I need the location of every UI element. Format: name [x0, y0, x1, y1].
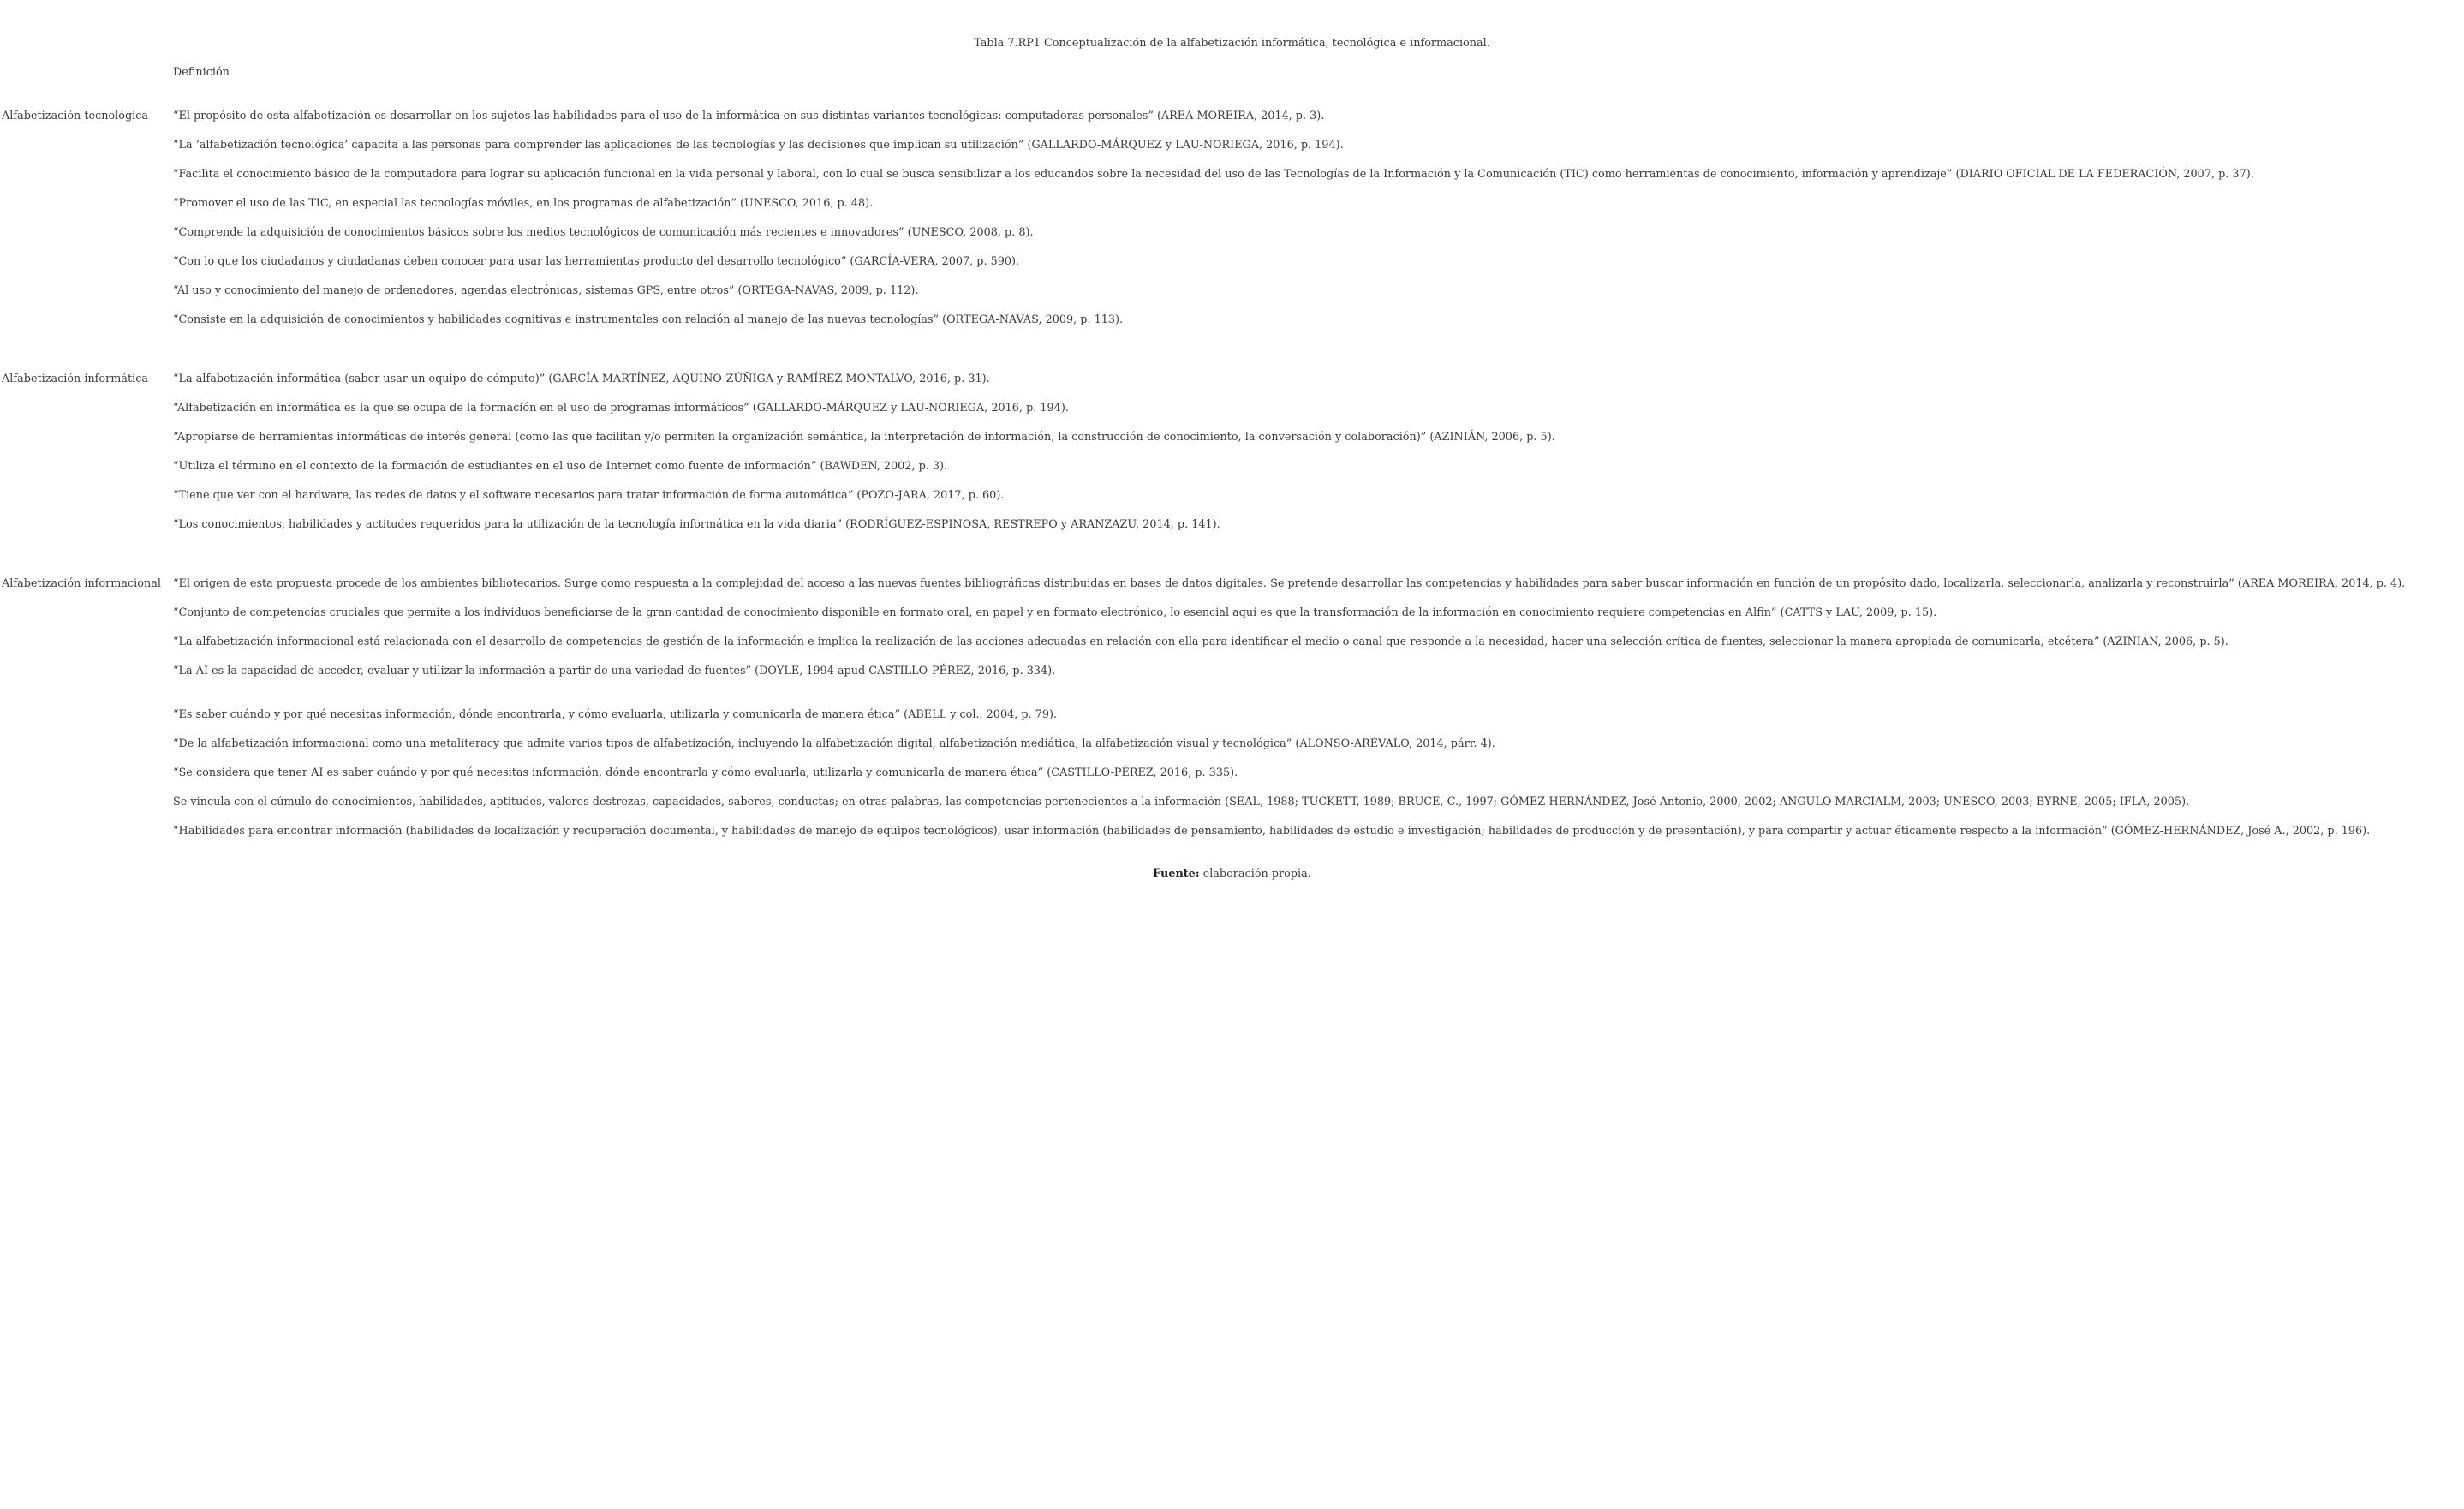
row-label-alfabetizacion-informatica: Alfabetización informática — [2, 373, 149, 385]
definition-item: “Se considera que tener AI es saber cuándo y por qué necesitas información, dónde encontrarla y cómo evaluarla, utilizarla y comunicarla de manera ética” (CASTILLO-PÉREZ, 2016, p. 335). — [173, 766, 1238, 779]
definition-item: “Los conocimientos, habilidades y actitudes requeridos para la utilización de la tecnología informática en la vida diaria” (RODRÍGUEZ-ESPINOSA, RESTREPO y ARANZAZU, 2014, p. 141). — [173, 518, 1220, 531]
definition-item: Se vincula con el cúmulo de conocimientos, habilidades, aptitudes, valores destrezas, capacidades, saberes, conductas; en otras palabras, las competencias pertenecientes a la información (SEAL, 1988; TUCKETT, 1989; BRUCE, C., 1997; GÓMEZ-HERNÁNDEZ, José Antonio, 2000, 2002; ANGULO MARCIALM, 2003; UNESCO, 2003; BYRNE, 2005; IFLA, 2005). — [173, 796, 2190, 808]
definition-item: “Es saber cuándo y por qué necesitas información, dónde encontrarla, y cómo evaluarla, utilizarla y comunicarla de manera ética” (ABELL y col., 2004, p. 79). — [173, 708, 1058, 721]
definition-item: “La alfabetización informacional está relacionada con el desarrollo de competencias de gestión de la información e implica la realización de las acciones adecuadas en relación con ella para identificar el medio o canal que responde a la necesidad, hacer una selección crítica de fuentes, seleccionar la manera apropiada de comunicarla, etcétera” (AZINIÁN, 2006, p. 5). — [173, 635, 2228, 648]
definition-item: “De la alfabetización informacional como una metaliteracy que admite varios tipos de alfabetización, incluyendo la alfabetización digital, alfabetización mediática, la alfabetización visual y tecnológica” (ALONSO-ARÉVALO, 2014, párr. 4). — [173, 737, 1495, 750]
definition-item: “La ‘alfabetización tecnológica’ capacita a las personas para comprender las aplicaciones de las tecnologías y las decisiones que implican su utilización” (GALLARDO-MÁRQUEZ y LAU-NORIEGA, 2016, p. 194). — [173, 139, 1344, 152]
definition-item: “Comprende la adquisición de conocimientos básicos sobre los medios tecnológicos de comunicación más recientes e innovadores” (UNESCO, 2008, p. 8). — [173, 226, 1034, 239]
table-source — [0, 867, 2464, 881]
definition-item: “Utiliza el término en el contexto de la formación de estudiantes en el uso de Internet como fuente de información” (BAWDEN, 2002, p. 3). — [173, 460, 948, 473]
definition-item: “Apropiarse de herramientas informáticas de interés general (como las que facilitan y/o permiten la organización semántica, la interpretación de información, la construcción de conocimiento, la conversación y colaboración)” (AZINIÁN, 2006, p. 5). — [173, 431, 1555, 444]
definition-item: “La alfabetización informática (saber usar un equipo de cómputo)” (GARCÍA-MARTÍNEZ, AQUINO-ZÚÑIGA y RAMÍREZ-MONTALVO, 2016, p. 31). — [173, 373, 990, 385]
definition-item: “Conjunto de competencias cruciales que permite a los individuos beneficiarse de la gran cantidad de conocimiento disponible en formato oral, en papel y en formato electrónico, lo esencial aquí es que la transformación de la información en conocimiento requiere competencias en Alfin” (CATTS y LAU, 2009, p. 15). — [173, 606, 1937, 619]
definition-item: “Promover el uso de las TIC, en especial las tecnologías móviles, en los programas de alfabetización” (UNESCO, 2016, p. 48). — [173, 197, 874, 210]
definition-item: “Con lo que los ciudadanos y ciudadanas deben conocer para usar las herramientas producto del desarrollo tecnológico” (GARCÍA-VERA, 2007, p. 590). — [173, 255, 1020, 268]
definition-item: “Alfabetización en informática es la que se ocupa de la formación en el uso de programas informáticos” (GALLARDO-MÁRQUEZ y LAU-NORIEGA, 2016, p. 194). — [173, 402, 1069, 415]
definition-item: “La AI es la capacidad de acceder, evaluar y utilizar la información a partir de una variedad de fuentes” (DOYLE, 1994 apud CASTILLO-PÉREZ, 2016, p. 334). — [173, 665, 1056, 677]
definition-item: “El propósito de esta alfabetización es desarrollar en los sujetos las habilidades para el uso de la informática en sus distintas variantes tecnológicas: computadoras personales” (AREA MOREIRA, 2014, p. 3). — [173, 110, 1325, 122]
source-label: Fuente: — [1153, 868, 1200, 880]
definition-item: “Habilidades para encontrar información (habilidades de localización y recuperación documental, y habilidades de manejo de equipos tecnológicos), usar información (habilidades de pensamiento, habilidades de estudio e investigación; habilidades de producción y de presentación), y para compartir y actuar éticamente respecto a la información” (GÓMEZ-HERNÁNDEZ, José A., 2002, p. 196). — [173, 825, 2371, 838]
column-header-definicion: Definición — [173, 66, 230, 79]
definition-item: “El origen de esta propuesta procede de los ambientes bibliotecarios. Surge como respuesta a la complejidad del acceso a las nuevas fuentes bibliográficas distribuidas en bases de datos digitales. Se pretende desarrollar las competencias y habilidades para saber buscar información en función de un propósito dado, localizarla, seleccionarla, analizarla y reconstruirla” (AREA MOREIRA, 2014, p. 4). — [173, 577, 2406, 590]
row-label-alfabetizacion-tecnologica: Alfabetización tecnológica — [2, 110, 149, 122]
definition-item: “Facilita el conocimiento básico de la computadora para lograr su aplicación funcional en la vida personal y laboral, con lo cual se busca sensibilizar a los educandos sobre la necesidad del uso de las Tecnologías de la Información y la Comunicación (TIC) como herramientas de conocimiento, información y aprendizaje” (DIARIO OFICIAL DE LA FEDERACIÓN, 2007, p. 37). — [173, 168, 2254, 181]
definition-item: “Tiene que ver con el hardware, las redes de datos y el software necesarios para tratar información de forma automática” (POZO-JARA, 2017, p. 60). — [173, 489, 1005, 502]
table-caption: Tabla 7.RP1 Conceptualización de la alfabetización informática, tecnológica e informacional. — [974, 37, 1490, 50]
definition-item: “Consiste en la adquisición de conocimientos y habilidades cognitivas e instrumentales con relación al manejo de las nuevas tecnologías” (ORTEGA-NAVAS, 2009, p. 113). — [173, 313, 1124, 326]
source-text: elaboración propia. — [1199, 868, 1311, 880]
row-label-alfabetizacion-informacional: Alfabetización informacional — [2, 577, 161, 590]
definition-item: “Al uso y conocimiento del manejo de ordenadores, agendas electrónicas, sistemas GPS, entre otros” (ORTEGA-NAVAS, 2009, p. 112). — [173, 284, 919, 297]
